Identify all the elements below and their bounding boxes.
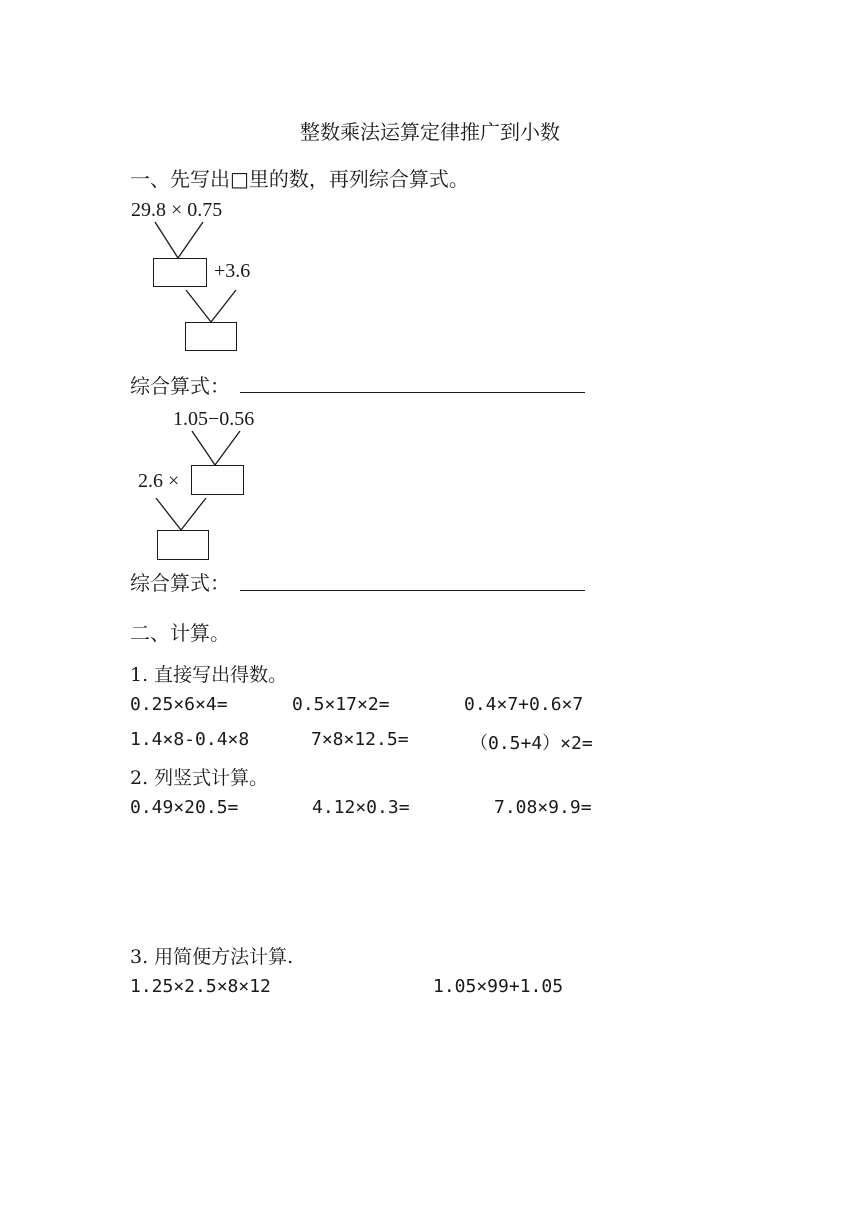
answer-label-1: 综合算式： [130, 374, 230, 398]
section1-heading: 一、先写出□里的数，再列综合算式。 [130, 167, 469, 191]
diagram2-answer-box-2[interactable] [157, 530, 209, 560]
diagram1-answer-box-1[interactable] [153, 258, 207, 287]
answer-label-2: 综合算式： [130, 571, 230, 595]
part1-row1-item1: 0.25×6×4= [130, 694, 228, 715]
part2-item1: 0.49×20.5= [130, 797, 239, 818]
page-title: 整数乘法运算定律推广到小数 [300, 120, 560, 144]
diagram1-answer-box-2[interactable] [185, 322, 237, 351]
diagram1-lower-right-line [211, 290, 236, 322]
part1-row1-item2: 0.5×17×2= [292, 694, 390, 715]
diagram2-top-expression: 1.05−0.56 [173, 408, 255, 430]
part3-item1: 1.25×2.5×8×12 [130, 976, 271, 997]
diagram2-lower-right-line [181, 498, 206, 530]
diagram1-lower-left-line [186, 290, 211, 322]
diagram1-top-expression: 29.8 × 0.75 [131, 199, 223, 221]
part1-row1-item3: 0.4×7+0.6×7 [464, 694, 584, 715]
part3-item2: 1.05×99+1.05 [433, 976, 564, 997]
part2-heading: 2. 列竖式计算。 [130, 767, 269, 789]
answer-blank-2[interactable] [240, 590, 585, 591]
part1-row2-item3: （0.5+4）×2= [470, 733, 593, 754]
part2-item3: 7.08×9.9= [494, 797, 592, 818]
part1-row2-item1: 1.4×8-0.4×8 [130, 729, 250, 750]
part1-row2-item2: 7×8×12.5= [311, 729, 409, 750]
diagram2-lower-left-line [156, 498, 181, 530]
diagram2-answer-box-1[interactable] [191, 465, 244, 495]
diagram1-upper-right-line [178, 222, 203, 258]
diagram2-side-expression: 2.6 × [138, 470, 180, 492]
part1-heading: 1. 直接写出得数。 [130, 664, 288, 686]
diagram1-side-expression: +3.6 [214, 260, 251, 282]
answer-blank-1[interactable] [240, 392, 585, 393]
diagram2-upper-right-line [215, 431, 240, 465]
section2-heading: 二、计算。 [130, 621, 230, 645]
diagram2-upper-left-line [192, 431, 215, 465]
part3-heading: 3. 用简便方法计算. [130, 946, 294, 968]
diagram1-upper-left-line [155, 222, 178, 258]
part2-item2: 4.12×0.3= [312, 797, 410, 818]
